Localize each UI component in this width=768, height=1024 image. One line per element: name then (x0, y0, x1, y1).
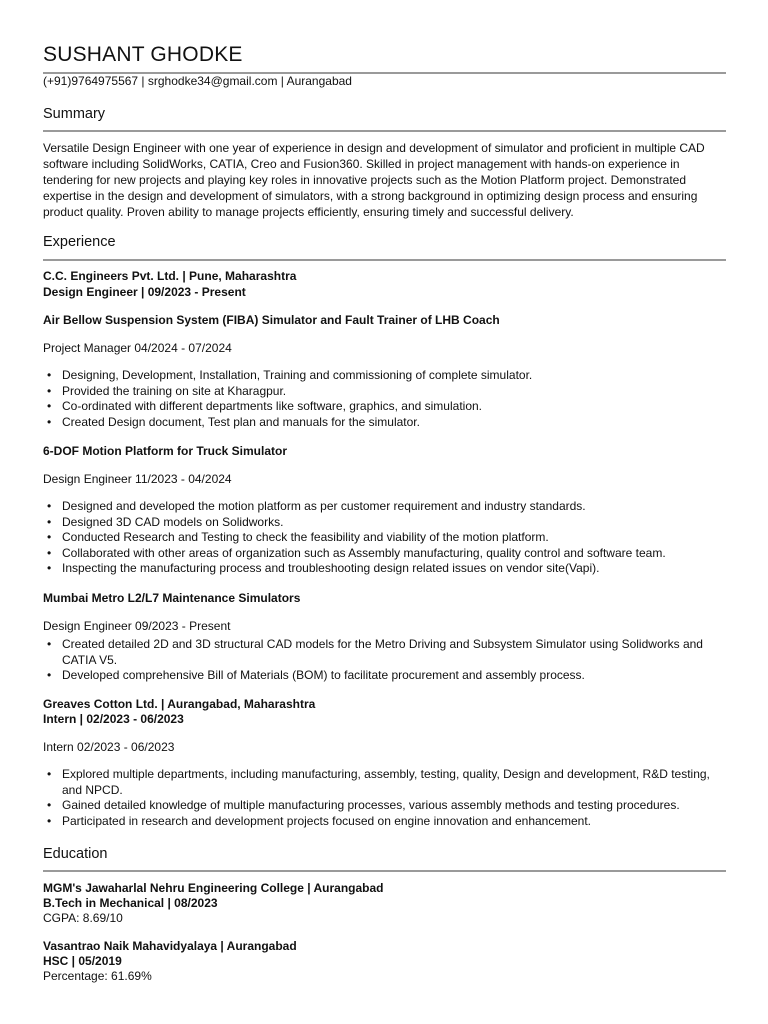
job-subrole: Intern 02/2023 - 06/2023 (43, 740, 175, 754)
summary-divider (43, 130, 726, 132)
list-item: • Co-ordinated with different departments like software, graphics, and simulation. (43, 399, 726, 415)
summary-heading: Summary (43, 106, 106, 122)
list-item: • Inspecting the manufacturing process and troubleshooting design related issues on vendor site(Vapi). (43, 561, 726, 577)
list-item: • Designed 3D CAD models on Solidworks. (43, 515, 726, 531)
education-degree: B.Tech in Mechanical | 08/2023 (43, 896, 218, 910)
list-item: • Explored multiple departments, including manufacturing, assembly, testing, quality, Design and development, R&D testing, and NPCD. (43, 767, 726, 798)
project-role: Project Manager 04/2024 - 07/2024 (43, 341, 232, 355)
education-school: Vasantrao Naik Mahavidyalaya | Aurangabad (43, 939, 297, 953)
list-item: • Created detailed 2D and 3D structural CAD models for the Metro Driving and Subsystem Simulator using Solidworks and CATIA V5. (43, 637, 726, 668)
list-item: • Designed and developed the motion platform as per customer requirement and industry standards. (43, 499, 726, 515)
list-item: • Conducted Research and Testing to check the feasibility and viability of the motion platform. (43, 530, 726, 546)
project-title: 6-DOF Motion Platform for Truck Simulator (43, 444, 288, 458)
education-divider (43, 870, 726, 872)
list-item: • Gained detailed knowledge of multiple manufacturing processes, various assembly methods and testing procedures. (43, 798, 726, 814)
list-item: • Created Design document, Test plan and manuals for the simulator. (43, 415, 726, 431)
experience-heading: Experience (43, 234, 116, 250)
list-item: • Collaborated with other areas of organization such as Assembly manufacturing, quality control and software team. (43, 546, 726, 562)
job-role: Intern | 02/2023 - 06/2023 (43, 712, 184, 726)
education-score: CGPA: 8.69/10 (43, 911, 123, 925)
summary-text: Versatile Design Engineer with one year of experience in design and development of simulator and proficient in multiple CAD software including SolidWorks, CATIA, Creo and Fusion360. Skilled in project management with hands-on experience in tendering for new projects and playing key roles in innovative projects such as the Motion Platform project. Demonstrated expertise in the design and development of simulators, with a strong background in optimizing design process and ensuring product quality. Proven ability to manage projects efficiently, ensuring timely and successful delivery. (43, 141, 705, 219)
project-title: Mumbai Metro L2/L7 Maintenance Simulators (43, 591, 301, 605)
education-degree: HSC | 05/2019 (43, 954, 122, 968)
experience-divider (43, 259, 726, 261)
education-heading: Education (43, 846, 108, 862)
job-company: C.C. Engineers Pvt. Ltd. | Pune, Maharashtra (43, 269, 297, 283)
project-bullet-list (43, 637, 726, 684)
job-company: Greaves Cotton Ltd. | Aurangabad, Maharashtra (43, 697, 316, 711)
contact-line: (+91)9764975567 | srghodke34@gmail.com | Aurangabad (43, 74, 352, 88)
job-role: Design Engineer | 09/2023 - Present (43, 285, 246, 299)
project-bullet-list (43, 499, 726, 577)
project-role: Design Engineer 11/2023 - 04/2024 (43, 472, 232, 486)
candidate-name: SUSHANT GHODKE (43, 43, 243, 66)
education-score: Percentage: 61.69% (43, 969, 152, 983)
job-bullet-list (43, 767, 726, 829)
project-bullet-list (43, 368, 726, 430)
list-item: • Developed comprehensive Bill of Materials (BOM) to facilitate procurement and assembly process. (43, 668, 726, 684)
project-title: Air Bellow Suspension System (FIBA) Simulator and Fault Trainer of LHB Coach (43, 313, 500, 327)
list-item: • Designing, Development, Installation, Training and commissioning of complete simulator. (43, 368, 726, 384)
list-item: • Provided the training on site at Kharagpur. (43, 384, 726, 400)
education-school: MGM's Jawaharlal Nehru Engineering College | Aurangabad (43, 881, 384, 895)
project-role: Design Engineer 09/2023 - Present (43, 619, 231, 633)
list-item: • Participated in research and development projects focused on engine innovation and enhancement. (43, 814, 726, 830)
